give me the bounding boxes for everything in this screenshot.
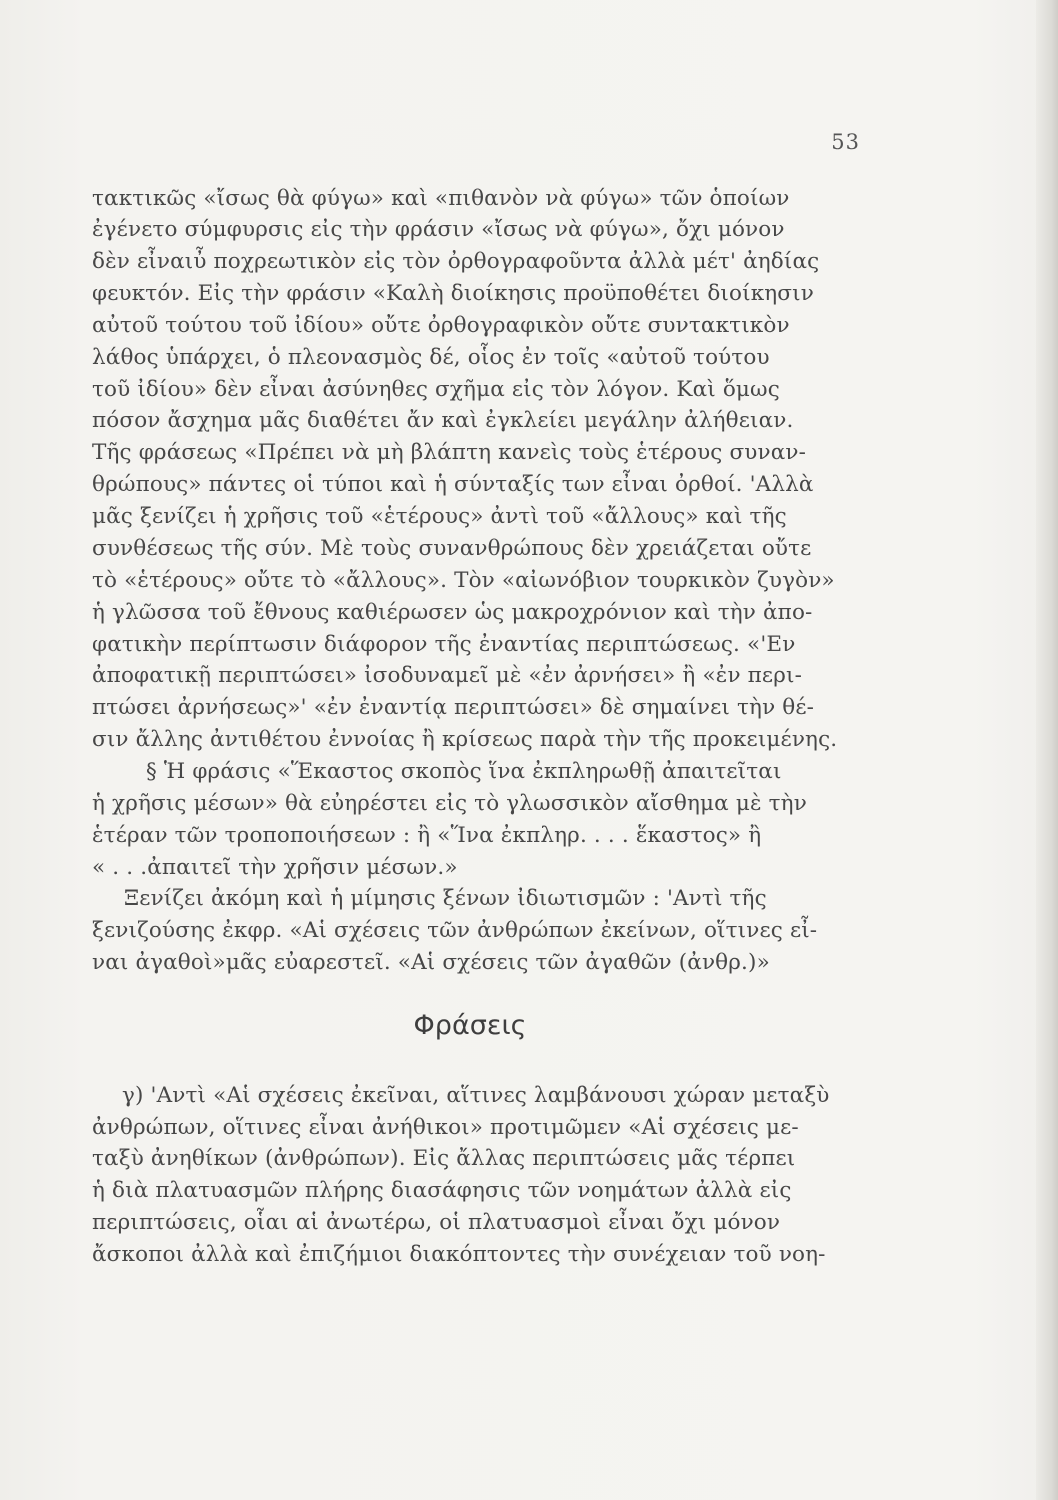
text-line: μᾶς ξενίζει ἡ χρῆσις τοῦ «ἑτέρους» ἀντὶ τοῦ «ἄλλους» καὶ τῆς: [92, 504, 787, 529]
text-line: τακτικῶς «ἴσως θὰ φύγω» καὶ «πιθανὸν νὰ φύγω» τῶν ὁποίων: [92, 186, 790, 211]
text-line: ξενιζούσης ἐκφρ. «Αἱ σχέσεις τῶν ἀνθρώπων ἐκείνων, οἵτινες εἶ-: [92, 918, 818, 943]
text-line: Ξενίζει ἀκόμη καὶ ἡ μίμησις ξένων ἰδιωτισμῶν : 'Αντὶ τῆς: [124, 886, 767, 911]
text-line: λάθος ὑπάρχει, ὁ πλεονασμὸς δέ, οἷος ἐν τοῖς «αὐτοῦ τούτου: [92, 345, 770, 370]
text-line: συνθέσεως τῆς σύν. Μὲ τοὺς συνανθρώπους δὲν χρειάζεται οὔτε: [92, 536, 812, 561]
text-line: ναι ἀγαθοὶ»μᾶς εὐαρεστεῖ. «Αἱ σχέσεις τῶν ἀγαθῶν (ἀνθρ.)»: [92, 950, 770, 975]
text-line: φευκτόν. Εἰς τὴν φράσιν «Καλὴ διοίκησις προϋποθέτει διοίκησιν: [92, 281, 814, 306]
text-line: ἐγένετο σύμφυρσις εἰς τὴν φράσιν «ἴσως νὰ φύγω», ὄχι μόνον: [92, 217, 785, 242]
text-line: ταξὺ ἀνηθίκων (ἀνθρώπων). Εἰς ἄλλας περιπτώσεις μᾶς τέρπει: [92, 1146, 796, 1171]
text-line: τοῦ ἰδίου» δὲν εἶναι ἀσύνηθες σχῆμα εἰς τὸν λόγον. Καὶ ὅμως: [92, 377, 780, 402]
text-line: ἡ χρῆσις μέσων» θὰ εὐηρέστει εἰς τὸ γλωσσικὸν αἴσθημα μὲ τὴν: [92, 791, 807, 816]
text-line: αὐτοῦ τούτου τοῦ ἰδίου» οὔτε ὀρθογραφικὸν οὔτε συντακτικὸν: [92, 313, 790, 338]
text-line: ἀνθρώπων, οἵτινες εἶναι ἀνήθικοι» προτιμῶμεν «Αἱ σχέσεις με-: [92, 1115, 799, 1140]
text-line: πτώσει ἀρνήσεως»' «ἐν ἐναντίᾳ περιπτώσει» δὲ σημαίνει τὴν θέ-: [92, 695, 815, 720]
text-line: γ) 'Αντὶ «Αἱ σχέσεις ἐκεῖναι, αἵτινες λαμβάνουσι χώραν μεταξὺ: [122, 1083, 830, 1108]
page-edge-shadow: [1036, 0, 1058, 1500]
section-heading: Φράσεις: [413, 1010, 527, 1041]
text-line: « . . .ἀπαιτεῖ τὴν χρῆσιν μέσων.»: [92, 855, 458, 880]
text-line: § Ἡ φράσις «Ἕκαστος σκοπὸς ἵνα ἐκπληρωθῇ ἀπαιτεῖται: [146, 759, 782, 784]
text-line: ἑτέραν τῶν τροποποιήσεων : ἢ «Ἵνα ἐκπληρ. . . . ἕκαστος» ἢ: [92, 823, 762, 848]
text-line: Τῆς φράσεως «Πρέπει νὰ μὴ βλάπτη κανεὶς τοὺς ἑτέρους συναν-: [92, 440, 807, 465]
text-line: ἡ διὰ πλατυασμῶν πλήρης διασάφησις τῶν νοημάτων ἀλλὰ εἰς: [92, 1178, 792, 1203]
text-line: περιπτώσεις, οἷαι αἱ ἀνωτέρω, οἱ πλατυασμοὶ εἶναι ὄχι μόνον: [92, 1210, 781, 1235]
text-line: θρώπους» πάντες οἱ τύποι καὶ ἡ σύνταξίς των εἶναι ὀρθοί. 'Αλλὰ: [92, 472, 814, 497]
text-line: φατικὴν περίπτωσιν διάφορον τῆς ἐναντίας περιπτώσεως. «'Εν: [92, 632, 796, 657]
text-line: σιν ἄλλης ἀντιθέτου ἐννοίας ἢ κρίσεως παρὰ τὴν τῆς προκειμένης.: [92, 727, 838, 752]
page-number: 53: [831, 130, 860, 154]
text-line: πόσον ἄσχημα μᾶς διαθέτει ἄν καὶ ἐγκλείει μεγάλην ἀλήθειαν.: [92, 408, 794, 433]
text-line: δὲν εἶναιὖ ποχρεωτικὸν εἰς τὸν ὀρθογραφοῦντα ἀλλὰ μέτ' ἀηδίας: [92, 249, 820, 274]
text-line: ἀποφατικῇ περιπτώσει» ἰσοδυναμεῖ μὲ «ἐν ἀρνήσει» ἢ «ἐν περι-: [92, 663, 802, 688]
text-line: τὸ «ἑτέρους» οὔτε τὸ «ἄλλους». Τὸν «αἰωνόβιον τουρκικὸν ζυγὸν»: [92, 568, 835, 593]
text-line: ἄσκοποι ἀλλὰ καὶ ἐπιζήμιοι διακόπτοντες τὴν συνέχειαν τοῦ νοη-: [92, 1242, 826, 1267]
text-line: ἡ γλῶσσα τοῦ ἔθνους καθιέρωσεν ὡς μακροχρόνιον καὶ τὴν ἀπο-: [92, 600, 813, 625]
